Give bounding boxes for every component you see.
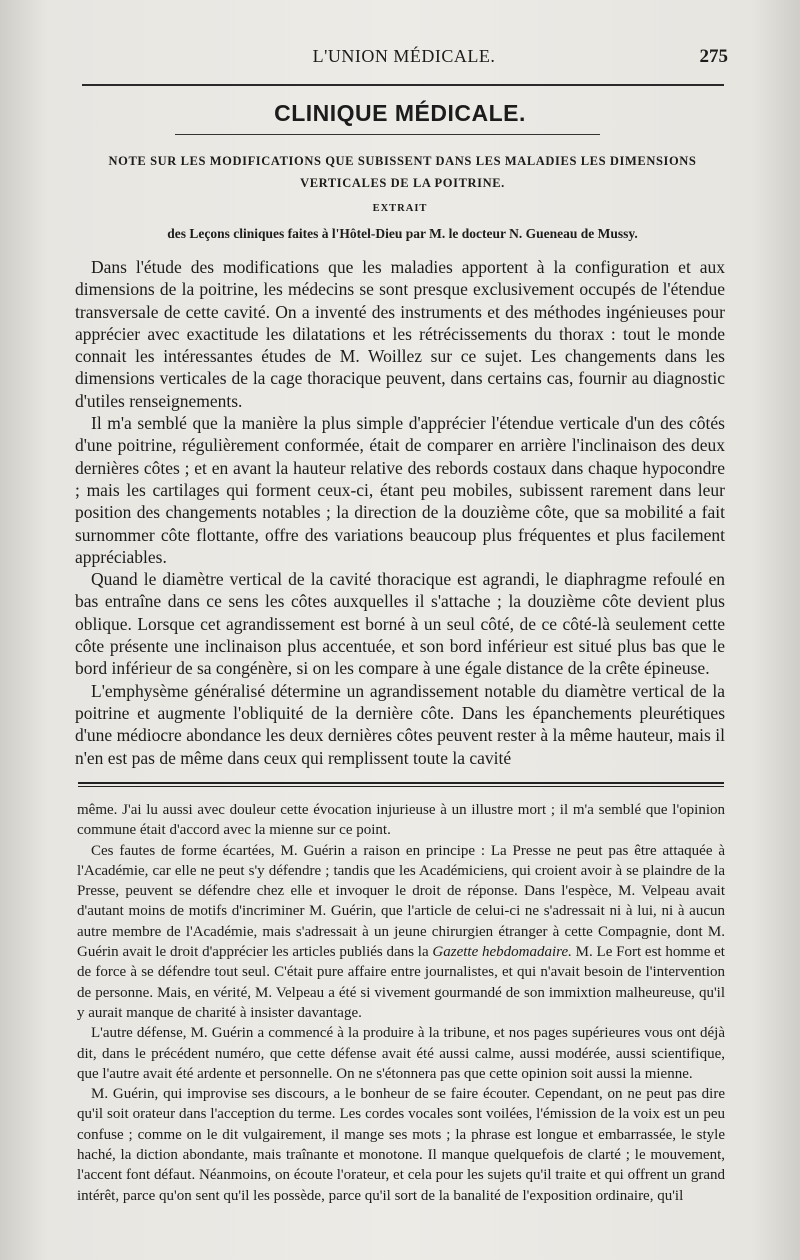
feuilleton-paragraph-2-end: M. Le Fort est homme et de force à se défendre tout seul. C'était pure affaire entre journalistes, et qui n'avait besoin de l'intervention de personne. Mais, en vérité, M. Velpeau a été si vivement gourmandé de son immixtion malheureuse, qu'il y aurait manque de charité à insister davantage. (77, 944, 725, 1021)
feuilleton-paragraph-2 (77, 841, 725, 1024)
section-title: CLINIQUE MÉDICALE. (274, 100, 526, 126)
note-title: NOTE SUR LES MODIFICATIONS QUE SUBISSENT DANS LES MALADIES LES DIMENSIONS VERTICALES DE LA POITRINE. (108, 154, 697, 190)
article-paragraph-4: L'emphysème généralisé détermine un agrandissement notable du diamètre vertical de la poitrine et augmente l'obliquité de la dernière côte. Dans les épanchements pleurétiques d'une médiocre abondance les deux dernières côtes peuvent rester à la même hauteur, mais il n'en est pas de même dans ceux qui remplissent toute la cavité (75, 680, 725, 768)
feuilleton-paragraph-4: M. Guérin, qui improvise ses discours, a le bonheur de se faire écouter. Cependant, on ne peut pas dire qu'il soit orateur dans l'acception du terme. Les cordes vocales sont voilées, l'émission de la voix est un peu confuse ; comme on le dit vulgairement, il mange ses mots ; la phrase est longue et embarrassée, le style haché, la diction abondante, mais traînante et monotone. Il manque quelquefois de clarté ; le mouvement, l'accent font défaut. Néanmoins, on écoute l'orateur, et cela pour les sujets qu'il traite et qui offrent un grand intérêt, parce qu'on sent qu'il les possède, parce qu'il sort de la banalité de l'exposition ordinaire, qu'il (77, 1086, 725, 1204)
article-paragraph-2: Il m'a semblé que la manière la plus simple d'apprécier l'étendue verticale d'un des côtés d'une poitrine, régulièrement conformée, était de comparer en arrière l'inclinaison des deux dernières côtes ; et en avant la hauteur relative des rebords costaux dans chaque hypocondre ; mais les cartilages qui forment ceux-ci, étant peu mobiles, subissent rarement dans leur position des changements notables ; la direction de la douzième côte, que sa mobilité a fait surnommer côte flottante, offre des variations beaucoup plus fréquentes et plus facilement appréciables. (75, 413, 725, 567)
article-paragraph-3: Quand le diamètre vertical de la cavité thoracique est agrandi, le diaphragme refoulé en bas entraîne dans ce sens les côtes auxquelles il s'attache ; la douzième côte devient plus oblique. Lorsque cet agrandissement est borné à un seul côté, de ce côté-là seulement cette côte présente une inclinaison plus accentuée, et son bord inférieur est situé plus bas que le bord inférieur de sa congénère, si on les compare à une égale distance de la crête épineuse. (75, 569, 725, 679)
feuilleton-paragraph-3: L'autre défense, M. Guérin a commencé à la produire à la tribune, et nos pages supérieures vous ont déjà dit, dans le précédent numéro, que cette défense avait été aussi calme, aussi modérée, aussi scientifique, que l'autre avait été ardente et personnelle. On ne s'étonnera pas que cette opinion soit aussi la mienne. (77, 1025, 725, 1082)
feuilleton-text (77, 800, 725, 1206)
running-title: L'UNION MÉDICALE. (312, 46, 496, 66)
feuilleton-continuation: même. J'ai lu aussi avec douleur cette évocation injurieuse à un illustre mort ; il m'a semblé que l'opinion commune était d'accord avec la mienne sur ce point. (77, 802, 725, 839)
extract-label: EXTRAIT (372, 203, 428, 214)
byline: des Leçons cliniques faites à l'Hôtel-Dieu par M. le docteur N. Gueneau de Mussy. (167, 226, 638, 241)
running-head (80, 46, 728, 74)
article-body (75, 256, 725, 769)
journal-name-italic: Gazette hebdomadaire. (432, 944, 572, 961)
header-rule (82, 84, 724, 86)
section-title-rule (175, 134, 600, 135)
page-number: 275 (699, 46, 728, 67)
article-paragraph-1: Dans l'étude des modifications que les maladies apportent à la configuration et aux dimensions de la poitrine, les médecins se sont presque exclusivement occupés de l'étendue transversale de cette cavité. On a inventé des instruments et des méthodes ingénieuses pour apprécier avec exactitude les dilatations et les rétrécissements du thorax : tout le monde connait les intéressantes études de M. Woillez sur ce sujet. Les changements dans les dimensions verticales de la cage thoracique peuvent, dans certains cas, fournir au diagnostic d'utiles renseignements. (75, 257, 725, 411)
footnote-rule (78, 782, 724, 787)
feuilleton-paragraph-2-start: Ces fautes de forme écartées, M. Guérin a raison en principe : La Presse ne peut pas être attaquée à l'Académie, car elle ne peut s'y défendre ; tandis que les Académiciens, qui croient avoir à se plaindre de la Presse, peuvent se défendre chez elle et invoquer le droit de réponse. Dans l'espèce, M. Velpeau avait d'autant moins de motifs d'incriminer M. Guérin, que l'article de celui-ci ne s'adressait ni à lui, ni à aucun autre membre de l'Académie, mais s'adressait à un jeune chirurgien étranger à cette Compagnie, dont M. Guérin avait le droit d'apprécier les articles publiés dans la (77, 842, 725, 961)
